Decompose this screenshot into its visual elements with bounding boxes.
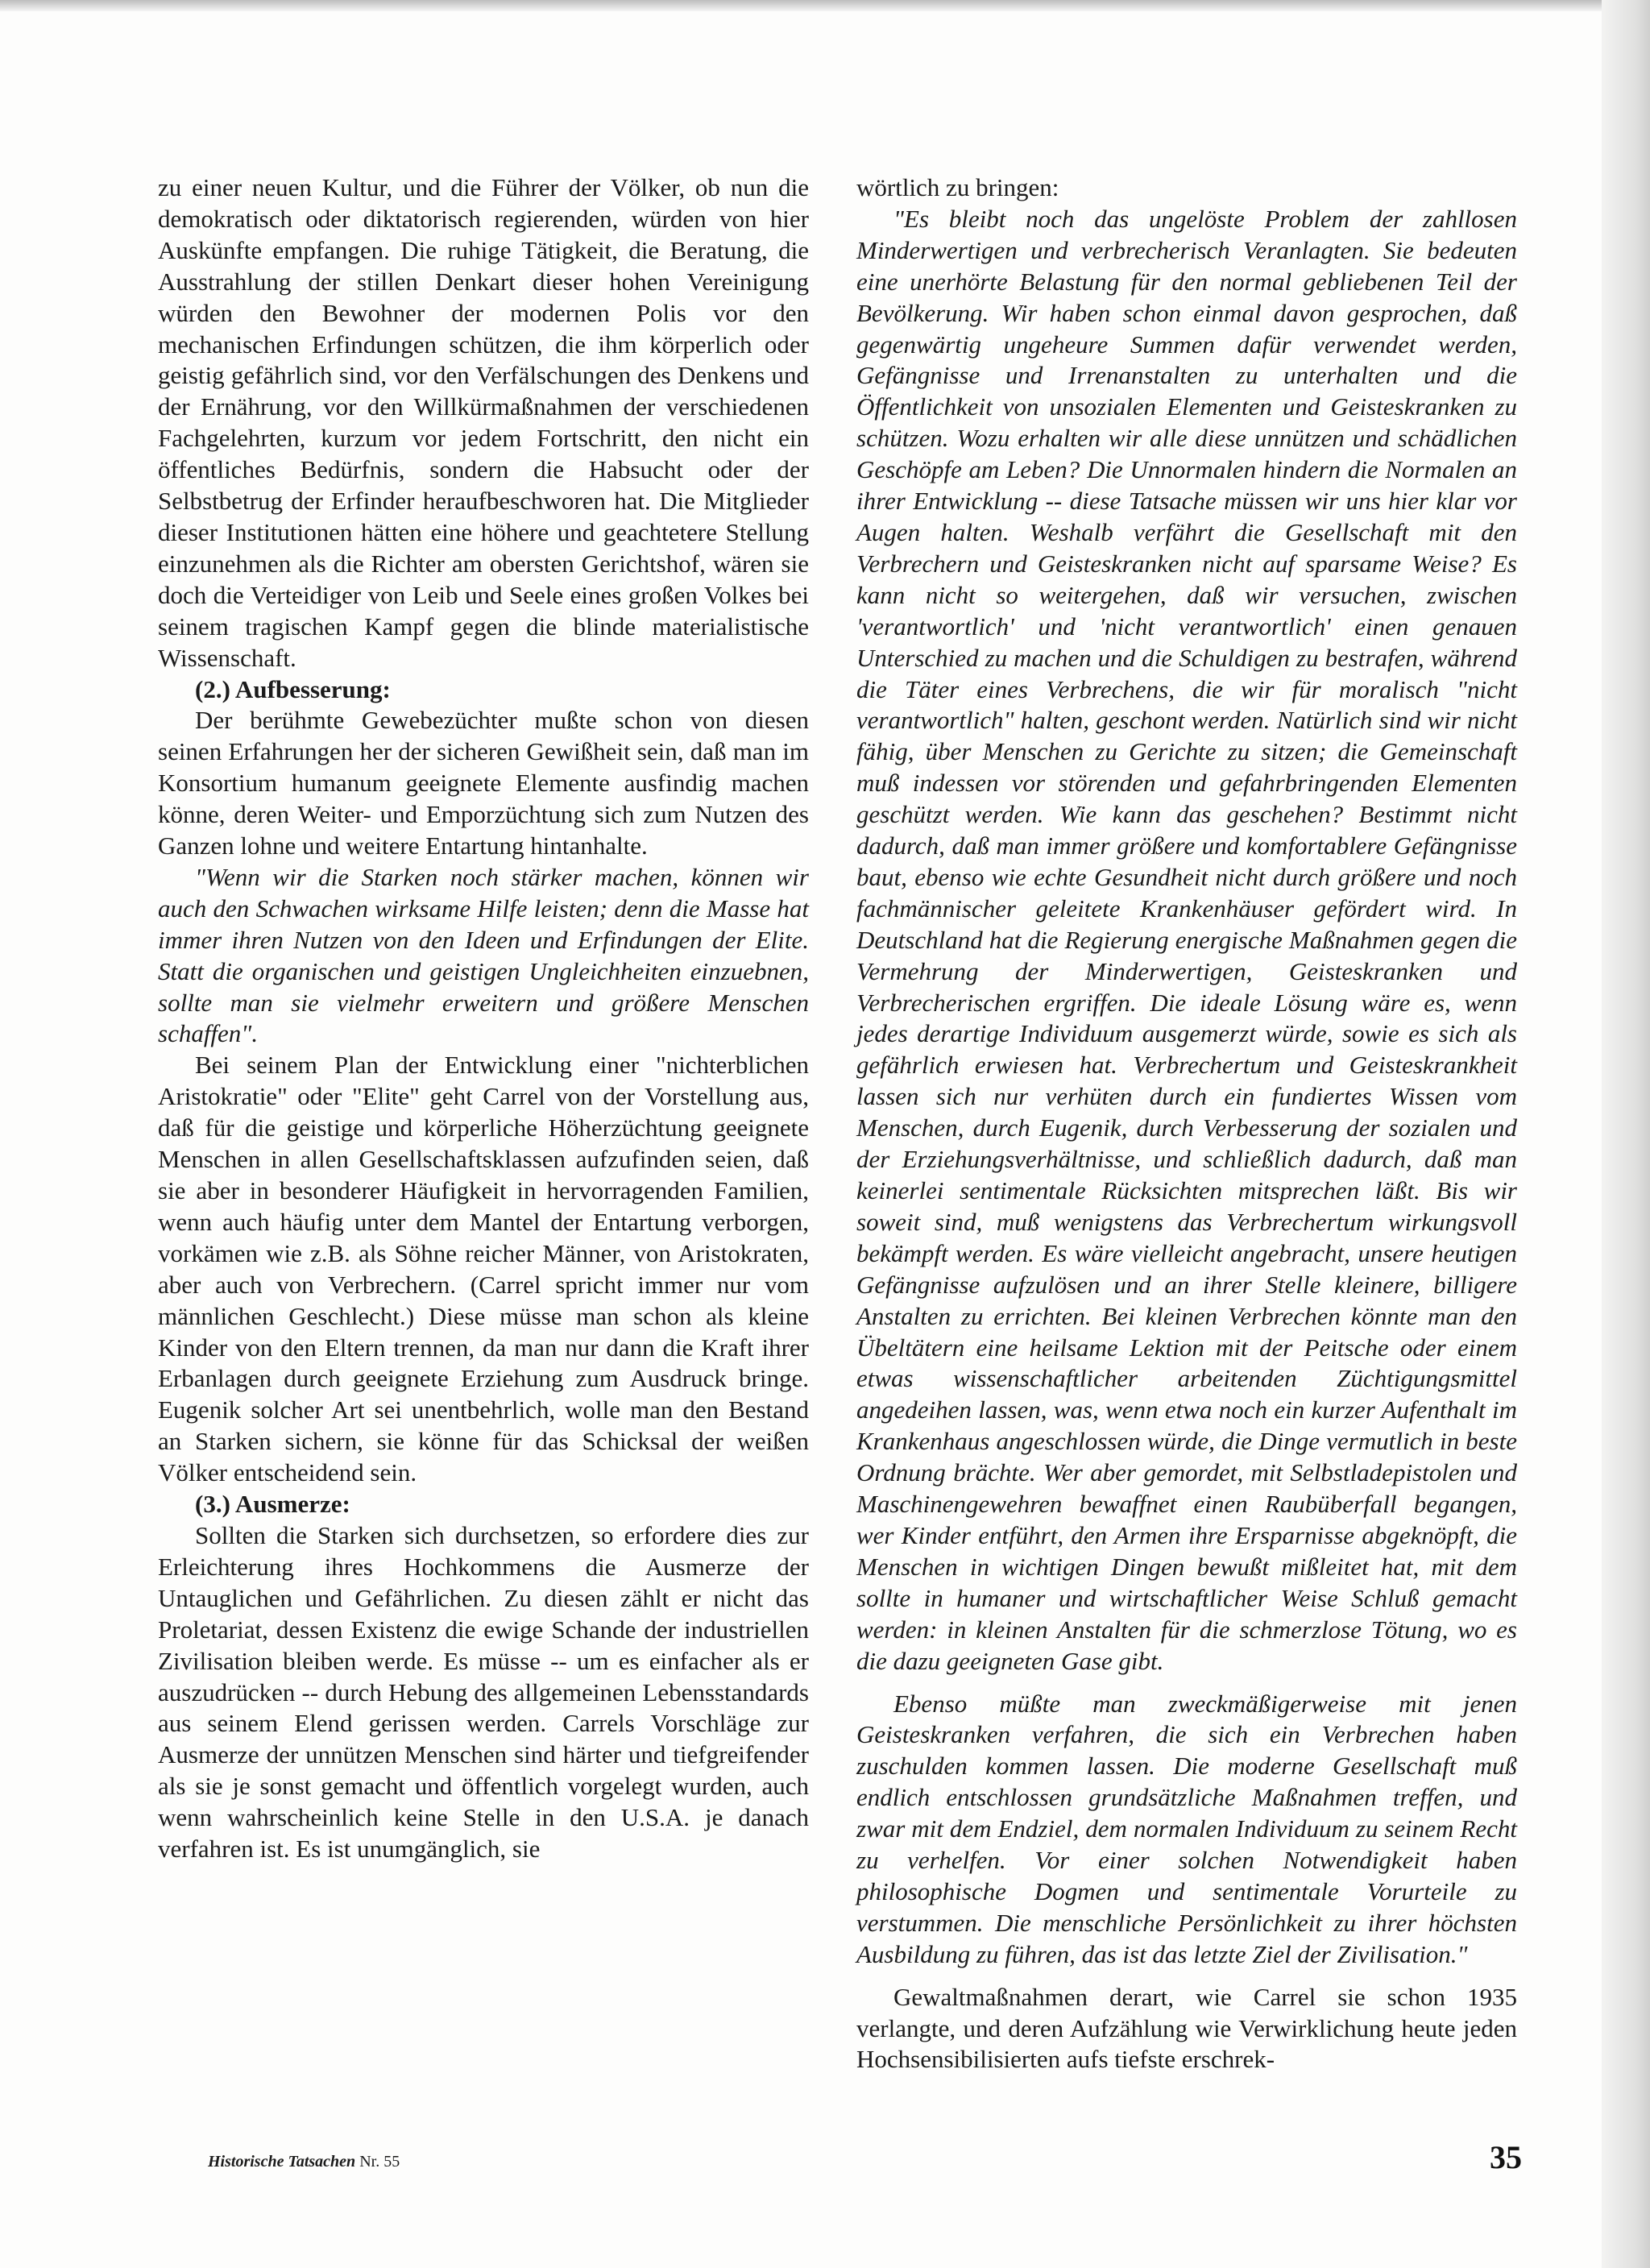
page-number: 35 — [1490, 2139, 1522, 2175]
paragraph: Der berühmte Gewebezüchter mußte schon von diesen seinen Erfahrungen her der sicheren Gewißheit sein, daß man im Konsortium humanum geeignete Elemente ausfindig machen könne, deren Weiter- und Emporzüchtung sich zum Nutzen des Ganzen lohne und weitere Entartung hintanhalte. — [158, 706, 809, 860]
right-column — [856, 172, 1517, 2075]
left-column — [158, 172, 809, 1865]
footer-source — [208, 2153, 400, 2171]
paragraph: Gewaltmaßnahmen derart, wie Carrel sie schon 1935 verlangte, und deren Aufzählung wie Verwirklichung heute jeden Hochsensibilisierten aufs tiefste erschrek- — [856, 1982, 1517, 2074]
quote: "Wenn wir die Starken noch stärker machen, können wir auch den Schwachen wirksame Hilfe leisten; denn die Masse hat immer ihren Nutzen von den Ideen und Erfindungen der Elite. Statt die organischen und geistigen Ungleichheiten einzuebnen, sollte man sie vielmehr erweitern und größere Menschen schaffen". — [158, 862, 809, 1048]
paragraph: wörtlich zu bringen: — [856, 173, 1059, 201]
issue-number: Nr. 55 — [359, 2153, 400, 2171]
quote: Ebenso müßte man zweckmäßigerweise mit jenen Geisteskranken verfahren, die sich ein Verbrechen haben zuschulden kommen lassen. Die moderne Gesellschaft muß endlich entschlossen grundsätzliche Maßnahmen treffen, und zwar mit dem Endziel, dem normalen Individuum zu seinem Recht zu verhelfen. Vor einer solchen Notwendigkeit haben philosophische Dogmen und sentimentale Vorurteile zu verstummen. Die menschliche Persönlichkeit zu ihrer höchsten Ausbildung zu führen, das ist das letzte Ziel der Zivilisation." — [856, 1689, 1517, 1968]
quote: "Es bleibt noch das ungelöste Problem der zahllosen Minderwertigen und verbrecherisch Veranlagten. Sie bedeuten eine unerhörte Belastung für den normal gebliebenen Teil der Bevölkerung. Wir haben schon einmal davon gesprochen, daß gegenwärtig ungeheure Summen dafür verwendet werden, Gefängnisse und Irrenanstalten zu unterhalten und die Öffentlichkeit von unsozialen Elementen und Geisteskranken zu schützen. Wozu erhalten wir alle diese unnützen und schädlichen Geschöpfe am Leben? Die Unnormalen hindern die Normalen an ihrer Entwicklung -- diese Tatsache müssen wir uns hier klar vor Augen halten. Weshalb verfährt die Gesellschaft mit den Verbrechern und Geisteskranken nicht auf sparsame Weise? Es kann nicht so weitergehen, daß wir versuchen, zwischen 'verantwortlich' und 'nicht verantwortlich' einen genauen Unterschied zu machen und die Schuldigen zu bestrafen, während die Täter eines Verbrechens, die wir für moralisch "nicht verantwortlich" halten, geschont werden. Natürlich sind wir nicht fähig, über Menschen zu Gerichte zu sitzen; die Gemeinschaft muß indessen vor störenden und gefahrbringenden Elementen geschützt werden. Wie kann das geschehen? Bestimmt nicht dadurch, daß man immer größere und komfortablere Gefängnisse baut, ebenso wie echte Gesundheit nicht durch größere und noch fachmännischer geleitete Krankenhäuser gefördert wird. In Deutschland hat die Regierung energische Maßnahmen gegen die Vermehrung der Minderwertigen, Geisteskranken und Verbrecherischen ergriffen. Die ideale Lösung wäre es, wenn jedes derartige Individuum ausgemerzt würde, sowie es sich als gefährlich erwiesen hat. Verbrechertum und Geisteskrankheit lassen sich nur verhüten durch ein fundiertes Wissen vom Menschen, durch Eugenik, durch Verbesserung der sozialen und der Erziehungsverhältnisse, und schließlich dadurch, daß man keinerlei sentimentale Rücksichten mitsprechen läßt. Bis wir soweit sind, muß wenigstens das Verbrechertum wirkungsvoll bekämpft werden. Es wäre vielleicht angebracht, unsere heutigen Gefängnisse aufzulösen und an ihrer Stelle kleinere, billigere Anstalten zu errichten. Bei kleinen Verbrechen könnte man den Übeltätern eine heilsame Lektion mit der Peitsche oder einem etwas wissenschaftlicher arbeitenden Züchtigungsmittel angedeihen lassen, was, wenn etwa noch ein kurzer Aufenthalt im Krankenhaus angeschlossen würde, die Dinge vermutlich in beste Ordnung brächte. Wer aber gemordet, mit Selbstladepistolen und Maschinengewehren bewaffnet einen Raubüberfall begangen, wer Kinder entführt, den Armen ihre Ersparnisse abgeknöpft, die Menschen in wichtigen Dingen bewußt mißleitet hat, mit dem sollte in humaner und wirtschaftlicher Weise Schluß gemacht werden: in kleinen Anstalten für die schmerzlose Tötung, wo es die dazu geeigneten Gase gibt. — [856, 204, 1517, 1675]
section-heading: (2.) Aufbesserung: — [195, 674, 391, 703]
paragraph: Sollten die Starken sich durchsetzen, so erfordere dies zur Erleichterung ihres Hochkommens die Ausmerze der Untauglichen und Gefährlichen. Zu diesen zählt er nicht das Proletariat, dessen Existenz die ewige Schande der industriellen Zivilisation bleiben werde. Es müsse -- um es einfacher als er auszudrücken -- durch Hebung des allgemeinen Lebensstandards aus seinem Elend gerissen werden. Carrels Vorschläge zur Ausmerze der unnützen Menschen sind härter und tiefgreifender als sie je sonst gemacht und öffentlich vorgelegt wurden, auch wenn wahrscheinlich keine Stelle in den U.S.A. je danach verfahren ist. Es ist unumgänglich, sie — [158, 1520, 809, 1864]
paragraph: Bei seinem Plan der Entwicklung einer "nichterblichen Aristokratie" oder "Elite" geht Carrel von der Vorstellung aus, daß für die geistige und körperliche Höherzüchtung geeignete Menschen in allen Gesellschaftsklassen aufzufinden seien, daß sie aber in besonderer Häufigkeit in hervorragenden Familien, wenn auch häufig unter dem Mantel der Entartung verborgen, vorkämen wie z.B. als Söhne reicher Männer, von Aristokraten, aber auch von Verbrechern. (Carrel spricht immer nur vom männlichen Geschlecht.) Diese müsse man schon als kleine Kinder von den Eltern trennen, da man nur dann die Kraft ihrer Erbanlagen durch geeignete Erziehung zum Ausdruck bringe. Eugenik solcher Art sei unentbehrlich, wolle man den Bestand an Starken sichern, sie könne für das Schicksal der weißen Völker entscheidend sein. — [158, 1051, 809, 1487]
magazine-title: Historische Tatsachen — [208, 2153, 356, 2171]
paragraph: zu einer neuen Kultur, und die Führer der Völker, ob nun die demokratisch oder diktatorisch regierenden, würden von hier Auskünfte empfangen. Die ruhige Tätigkeit, die Beratung, die Ausstrahlung der stillen Denkart dieser hohen Vereinigung würden den Bewohner der modernen Polis vor den mechanischen Erfindungen schützen, die ihm körperlich oder geistig gefährlich sind, vor den Verfälschungen des Denkens und der Ernährung, vor den Willkürmaßnahmen der verschiedenen Fachgelehrten, kurzum vor jedem Fortschritt, den nicht ein öffentliches Bedürfnis, sondern die Habsucht oder der Selbstbetrug der Erfinder heraufbeschworen hat. Die Mitglieder dieser Institutionen hätten eine höhere und geachtetere Stellung einzunehmen als die Richter am obersten Gerichtshof, wären sie doch die Verteidiger von Leib und Seele eines großen Volkes bei seinem tragischen Kampf gegen die blinde materialistische Wissenschaft. — [158, 173, 809, 672]
spacer — [856, 1971, 1517, 1982]
spacer — [856, 1677, 1517, 1689]
section-heading: (3.) Ausmerze: — [195, 1490, 350, 1519]
page-top-edge — [0, 0, 1650, 11]
page-right-edge — [1602, 0, 1650, 2268]
